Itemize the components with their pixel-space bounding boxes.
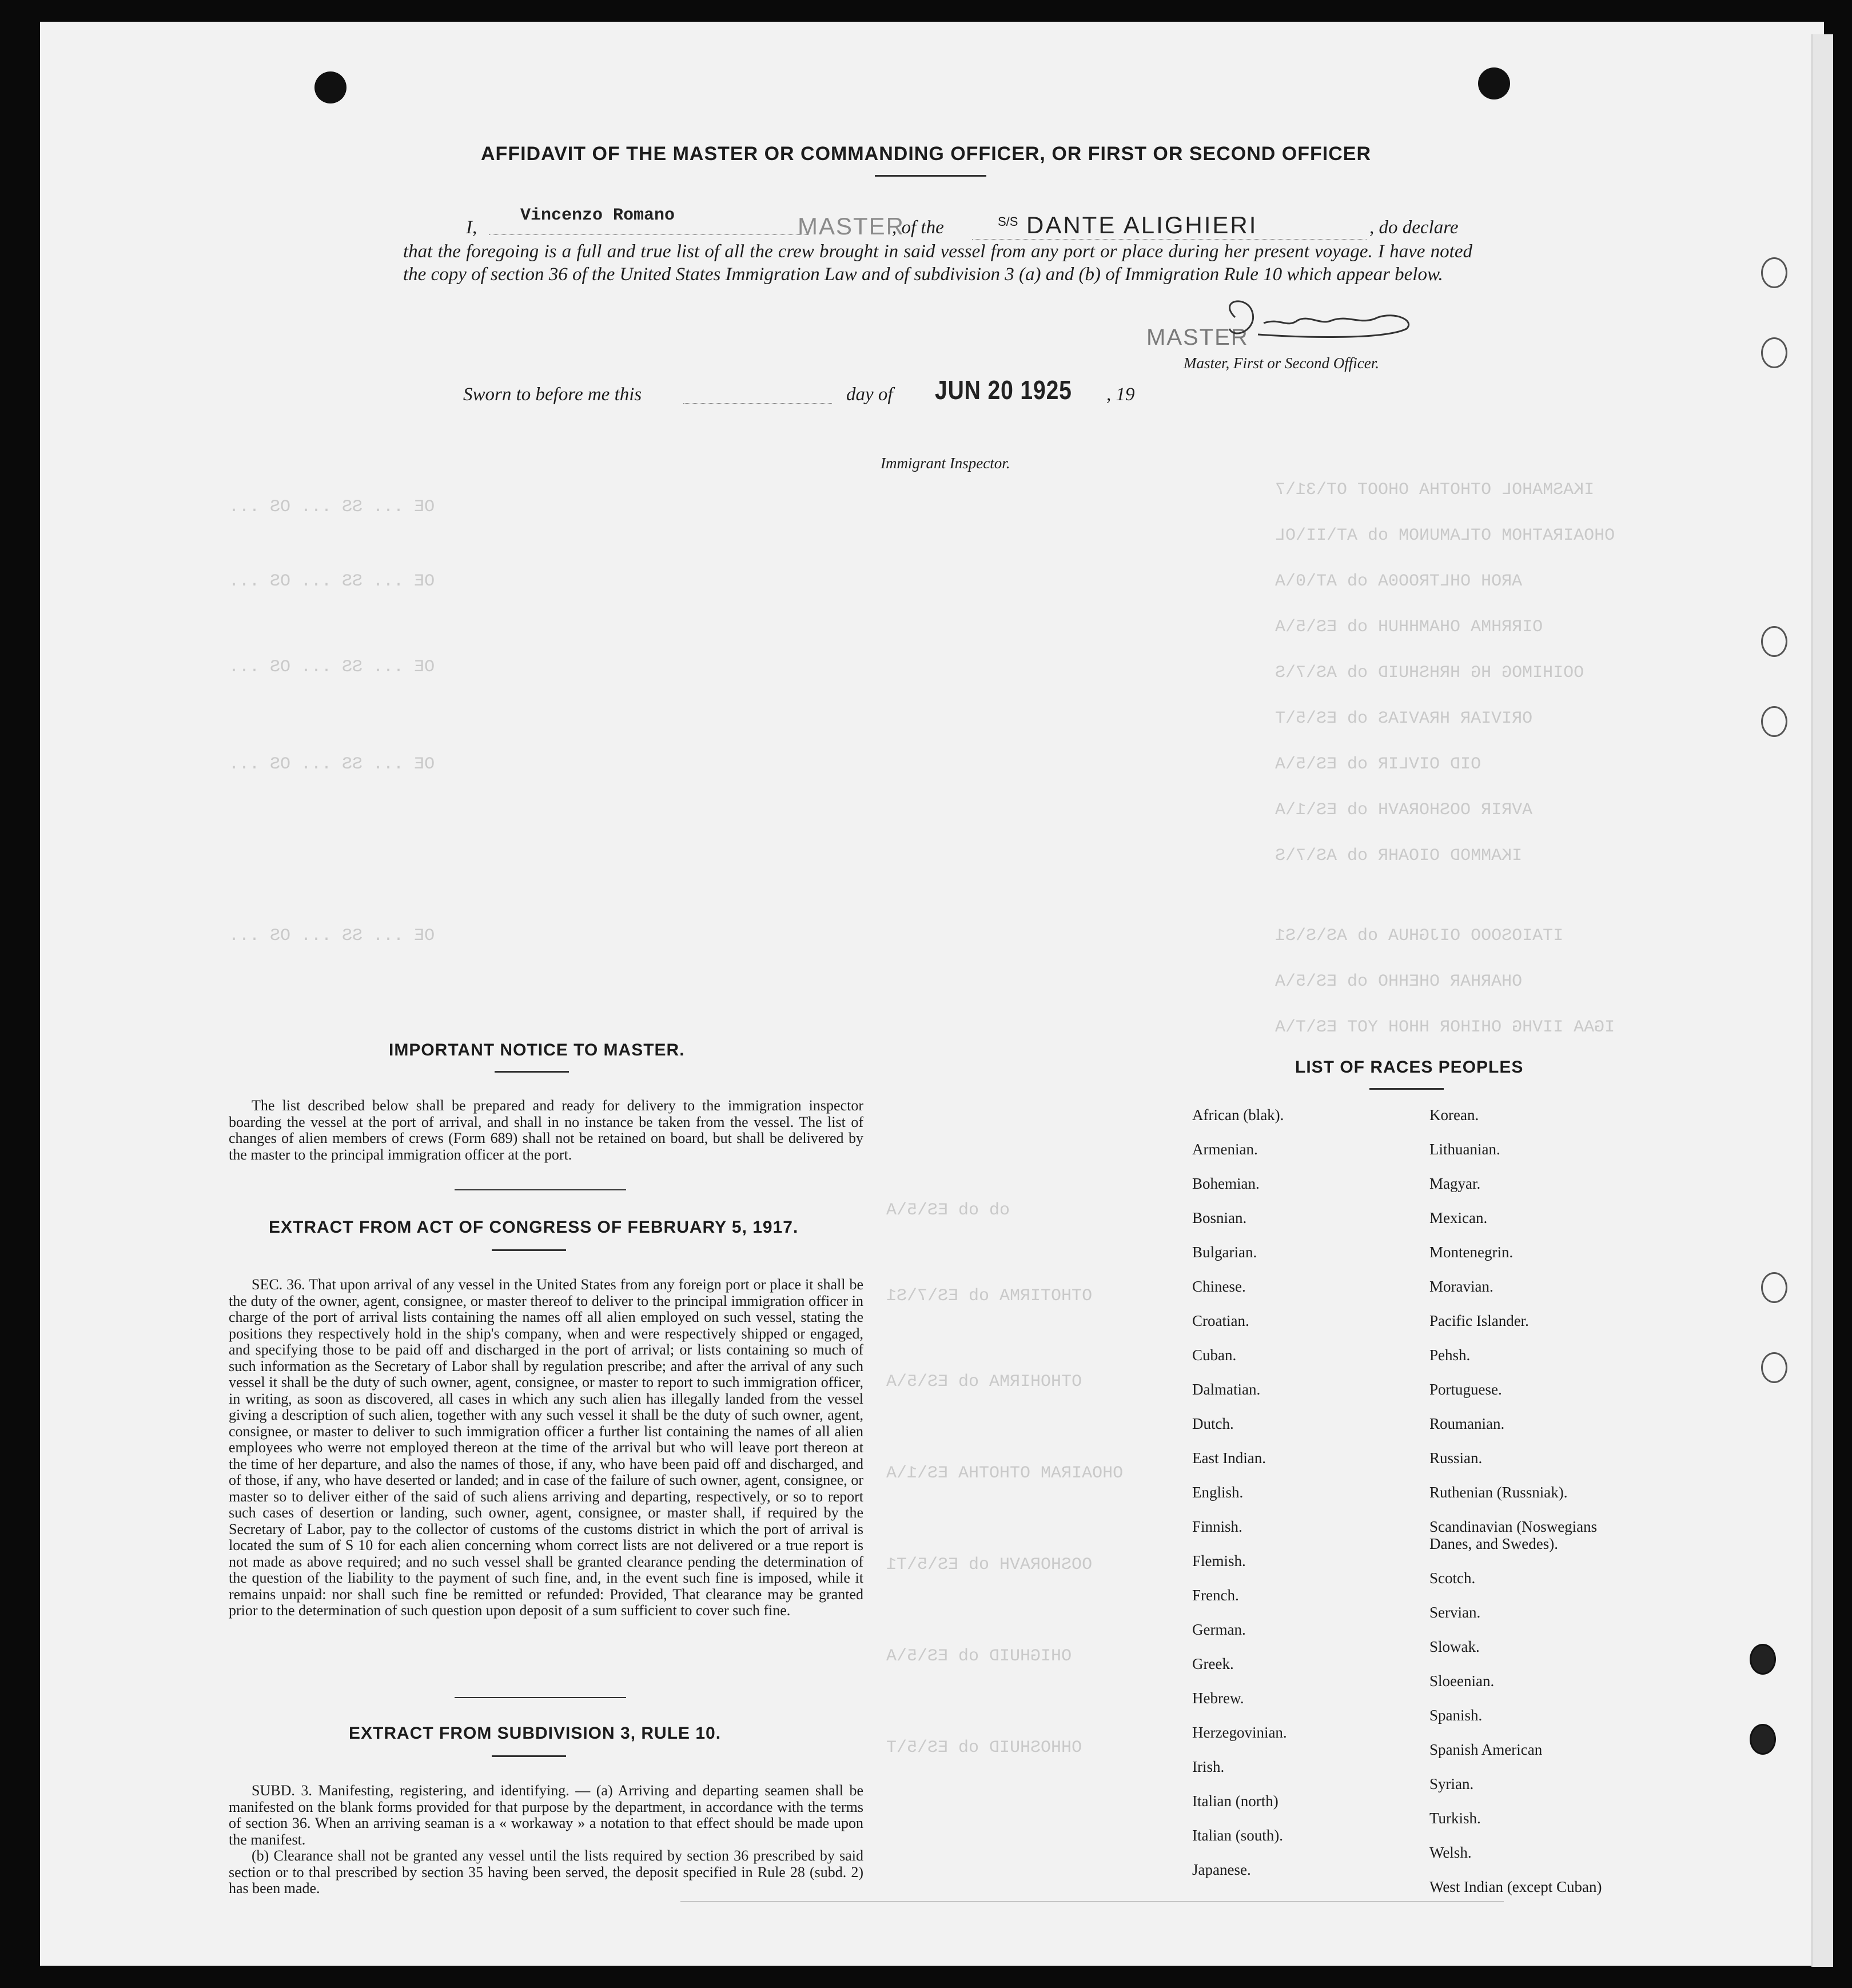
race-item: Scandinavian (Noswegians Danes, and Swedes). xyxy=(1429,1518,1598,1552)
sworn-label: Sworn to before me this xyxy=(463,384,642,405)
binder-ring xyxy=(1761,706,1787,737)
race-item: Lithuanian. xyxy=(1429,1141,1500,1158)
signature-caption: Master, First or Second Officer. xyxy=(1184,354,1379,372)
race-item: German. xyxy=(1192,1621,1246,1638)
signature-master-stamp: MASTER xyxy=(1146,325,1249,350)
race-item: East Indian. xyxy=(1192,1449,1266,1467)
master-stamp: MASTER xyxy=(798,213,905,240)
notice-divider xyxy=(455,1189,626,1190)
race-item: Flemish. xyxy=(1192,1552,1246,1569)
race-item: Montenegrin. xyxy=(1429,1244,1514,1261)
act-divider xyxy=(455,1697,626,1698)
date-stamp: JUN 20 1925 xyxy=(935,375,1072,405)
race-item: Servian. xyxy=(1429,1604,1481,1621)
race-item: Irish. xyxy=(1192,1758,1225,1775)
race-item: Turkish. xyxy=(1429,1810,1481,1827)
name-line xyxy=(489,234,809,235)
act-underline xyxy=(492,1249,566,1251)
race-item: Bohemian. xyxy=(1192,1175,1260,1192)
race-item: Pehsh. xyxy=(1429,1346,1471,1364)
i-label: I, xyxy=(466,217,477,238)
race-item: Welsh. xyxy=(1429,1844,1472,1861)
master-name: Vincenzo Romano xyxy=(520,206,675,225)
race-item: Portuguese. xyxy=(1429,1381,1502,1398)
punch-hole-left xyxy=(314,71,346,103)
race-item: Italian (north) xyxy=(1192,1792,1279,1810)
race-item: Croatian. xyxy=(1192,1312,1249,1329)
vessel-name: DANTE ALIGHIERI xyxy=(1026,212,1258,238)
year-suffix: , 19 xyxy=(1106,384,1135,405)
page-edge xyxy=(1811,34,1833,1967)
binder-ring xyxy=(1761,626,1787,657)
do-declare-label: , do declare xyxy=(1369,217,1459,238)
race-item: Italian (south). xyxy=(1192,1827,1283,1844)
race-item: Bosnian. xyxy=(1192,1209,1247,1226)
race-item: Bulgarian. xyxy=(1192,1244,1257,1261)
handwritten-signature xyxy=(1212,294,1429,352)
sworn-day-line xyxy=(683,403,832,404)
race-item: Herzegovinian. xyxy=(1192,1724,1287,1741)
race-item: Finnish. xyxy=(1192,1518,1242,1535)
vessel-line xyxy=(972,239,1367,240)
binder-ring xyxy=(1750,1724,1776,1755)
race-item: Hebrew. xyxy=(1192,1690,1244,1707)
affidavit-title: AFFIDAVIT OF THE MASTER OR COMMANDING OFFICER, OR FIRST OR SECOND OFFICER xyxy=(481,143,1371,165)
notice-text: The list described below shall be prepared and ready for delivery to the immigration inspector boarding the vessel at the port of arrival, and shall in no instance be taken from the vessel. The list of changes of alien members of crews (Form 689) shall not be retained on board, but shall be delivered by the master to the principal immigration officer at the port. xyxy=(229,1097,863,1163)
rule10-text-b: (b) Clearance shall not be granted any vessel until the lists required by section 36 prescribed by said section or to thal prescribed by section 35 having been served, the deposit specified in Rule 28 (subd. 2) has been made. xyxy=(229,1847,863,1897)
race-item: Ruthenian (Russniak). xyxy=(1429,1484,1568,1501)
race-item: Japanese. xyxy=(1192,1861,1251,1878)
race-item: English. xyxy=(1192,1484,1244,1501)
punch-hole-right xyxy=(1478,67,1510,99)
binder-ring xyxy=(1761,1352,1787,1383)
race-item: Russian. xyxy=(1429,1449,1483,1467)
races-title: LIST OF RACES PEOPLES xyxy=(1295,1058,1524,1077)
race-item: Magyar. xyxy=(1429,1175,1481,1192)
race-item: West Indian (except Cuban) xyxy=(1429,1878,1602,1895)
binder-ring xyxy=(1761,337,1787,368)
race-item: French. xyxy=(1192,1587,1239,1604)
rule10-underline xyxy=(492,1755,566,1757)
race-item: Mexican. xyxy=(1429,1209,1488,1226)
binder-ring xyxy=(1761,257,1787,288)
rule10-title: EXTRACT FROM SUBDIVISION 3, RULE 10. xyxy=(349,1724,722,1743)
notice-underline xyxy=(495,1071,569,1073)
race-item: Spanish. xyxy=(1429,1707,1483,1724)
races-underline xyxy=(1369,1088,1444,1090)
race-item: Slowak. xyxy=(1429,1638,1480,1655)
declaration-text: that the foregoing is a full and true list of all the crew brought in said vessel from any port or place during her present voyage. I have noted the copy of section 36 of the United States Immigration Law and of subdivision 3 (a) and (b) of Immigration Rule 10 which appear below. xyxy=(403,241,1472,285)
inspector-caption: Immigrant Inspector. xyxy=(881,455,1010,472)
day-of-label: day of xyxy=(846,384,893,405)
race-item: Sloeenian. xyxy=(1429,1672,1495,1690)
act-title: EXTRACT FROM ACT OF CONGRESS OF FEBRUARY 5, 1917. xyxy=(269,1218,799,1237)
race-item: African (blak). xyxy=(1192,1106,1284,1124)
race-item: Dalmatian. xyxy=(1192,1381,1261,1398)
binder-ring xyxy=(1761,1272,1787,1303)
race-item: Cuban. xyxy=(1192,1346,1237,1364)
race-item: Roumanian. xyxy=(1429,1415,1505,1432)
race-item: Pacific Islander. xyxy=(1429,1312,1529,1329)
document-page xyxy=(40,22,1824,1966)
rule10-text-a: SUBD. 3. Manifesting, registering, and identifying. — (a) Arriving and departing seamen shall be manifested on the blank forms provided for that purpose by the department, in accordance with the terms of section 36. When an arriving seaman is a « workaway » a notation to that effect should be made upon the manifest. xyxy=(229,1782,863,1848)
race-item: Armenian. xyxy=(1192,1141,1258,1158)
race-item: Dutch. xyxy=(1192,1415,1234,1432)
notice-title: IMPORTANT NOTICE TO MASTER. xyxy=(389,1041,685,1059)
race-item: Spanish American xyxy=(1429,1741,1543,1758)
race-item: Moravian. xyxy=(1429,1278,1493,1295)
race-item: Korean. xyxy=(1429,1106,1479,1124)
race-item: Scotch. xyxy=(1429,1569,1476,1587)
race-item: Chinese. xyxy=(1192,1278,1246,1295)
vessel-prefix: S/S xyxy=(998,214,1018,229)
race-item: Syrian. xyxy=(1429,1775,1474,1792)
act-text: SEC. 36. That upon arrival of any vessel in the United States from any foreign port or place it shall be the duty of the owner, agent, consignee, or master thereof to deliver to the principal immigration officer in charge of the port of arrival lists containing the names off all alien employed on such vessel, stating the positions they respectively hold in the ship's company, when and were respectively shipped or engaged, and specifying those to be paid off and discharged in the port of arrival; or lists containing so much of such information as the Secretary of Labor shall by regulation prescribe; and after the arrival of any such vessel it shall be the duty of such owner, agent, consignee, or master to report to such immigration officer, in writing, as soon as discovered, all cases in which any such alien has illegally landed from the vessel giving a description of such alien, together with any such vessel it shall be the duty of such owner, agent, consignee, or master to deliver to such immigration officer a further list containing the names of all alien employees who werre not employed thereon at the time of the arrival but who will leave port thereon at the time of her departure, and also the names of those, if any, who have been paid off and discharged, and of those, if any, who have deserted or landed; and in case of the failure of such owner, agent, consignee, or master so to deliver either of the said of such aliens arriving and departing, respectively, or so to report such cases of desertion or landing, such owner, agent, consignee, or master shall, if required by the Secretary of Labor, pay to the collector of customs of the customs district in which the port of arrival is located the sum of S 10 for each alien concerning whom correct lists are not delivered or a true report is not made as above required; and no such vessel shall be granted clearance pending the determination of the question of the liability to the payment of such fine, and, in the event such fine is imposed, while it remains unpaid: nor shall such fine be remitted or refunded: Provided, That clearance may be granted prior to the determination of such question upon deposit of a sum sufficient to cover such fine. xyxy=(229,1276,863,1619)
of-the-label: , of the xyxy=(892,217,944,238)
binder-ring xyxy=(1750,1644,1776,1675)
title-underline xyxy=(875,175,986,177)
bottom-rule xyxy=(680,1901,1504,1902)
race-item: Greek. xyxy=(1192,1655,1234,1672)
